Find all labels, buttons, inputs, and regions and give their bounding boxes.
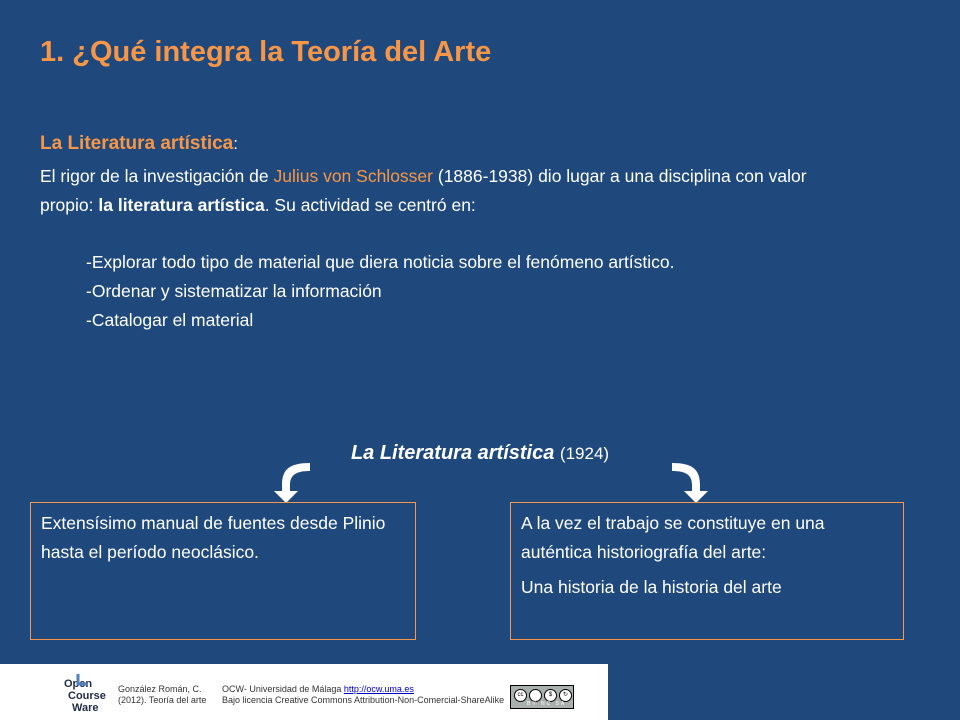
cc-icon: cc bbox=[514, 689, 527, 702]
sources-manual-text: Extensísimo manual de fuentes desde Plinio hasta el período neoclásico. bbox=[41, 513, 386, 562]
footer-author-line1: González Román, C. bbox=[118, 684, 202, 694]
slide-title: 1. ¿Qué integra la Teoría del Arte bbox=[40, 36, 492, 68]
nc-icon: $ bbox=[544, 689, 557, 702]
intro-text-2: (1886-1938) dio lugar a una disciplina con valor propio: bbox=[40, 166, 807, 215]
ocw-emblem-icon bbox=[72, 672, 92, 688]
sources-manual-box bbox=[30, 502, 416, 640]
cc-badge-label: BY NC SA bbox=[527, 701, 567, 707]
footer-license-line1 bbox=[222, 684, 504, 695]
book-title bbox=[0, 442, 960, 465]
footer-author-line2: (2012). Teoría del arte bbox=[118, 695, 207, 705]
footer-license-line2: Bajo licencia Creative Commons Attribution-Non-Comercial-ShareAlike bbox=[222, 695, 505, 705]
historiography-text: A la vez el trabajo se constituye en una auténtica historiografía del arte: bbox=[521, 513, 825, 562]
book-title-year: (1924) bbox=[559, 444, 610, 463]
book-title-name: La Literatura artística bbox=[350, 442, 555, 464]
list-item: -Ordenar y sistematizar la información bbox=[86, 281, 382, 301]
intro-text-1: El rigor de la investigación de bbox=[40, 166, 274, 186]
ocw-logo-line1: Open bbox=[64, 678, 93, 690]
section-heading-colon: : bbox=[233, 134, 238, 153]
cc-license-badge bbox=[510, 685, 574, 709]
discipline-name: la literatura artística bbox=[98, 195, 265, 215]
activities-list bbox=[86, 248, 806, 335]
footer-license-prefix: OCW- Universidad de Málaga bbox=[222, 684, 344, 694]
list-item: -Explorar todo tipo de material que diera noticia sobre el fenómeno artístico. bbox=[86, 252, 675, 272]
author-name: Julius von Schlosser bbox=[273, 166, 433, 186]
historiography-subtext: Una historia de la historia del arte bbox=[521, 577, 782, 597]
ocw-link[interactable]: http://ocw.uma.es bbox=[343, 684, 414, 694]
curved-arrow-left-icon bbox=[268, 455, 318, 505]
historiography-box bbox=[510, 502, 904, 640]
footer-license bbox=[222, 684, 504, 706]
footer-author bbox=[118, 684, 206, 706]
ocw-logo bbox=[28, 672, 106, 714]
ocw-logo-line3: Ware bbox=[72, 702, 99, 714]
intro-text-3: . Su actividad se centró en: bbox=[264, 195, 476, 215]
section-heading bbox=[40, 133, 238, 155]
section-heading-text: La Literatura artística bbox=[40, 133, 234, 154]
intro-paragraph bbox=[40, 162, 860, 220]
sa-icon: ↻ bbox=[559, 689, 572, 702]
ocw-logo-line2: Course bbox=[68, 690, 106, 702]
list-item: -Catalogar el material bbox=[86, 310, 254, 330]
footer-bar bbox=[0, 664, 608, 720]
curved-arrow-right-icon bbox=[664, 455, 714, 505]
